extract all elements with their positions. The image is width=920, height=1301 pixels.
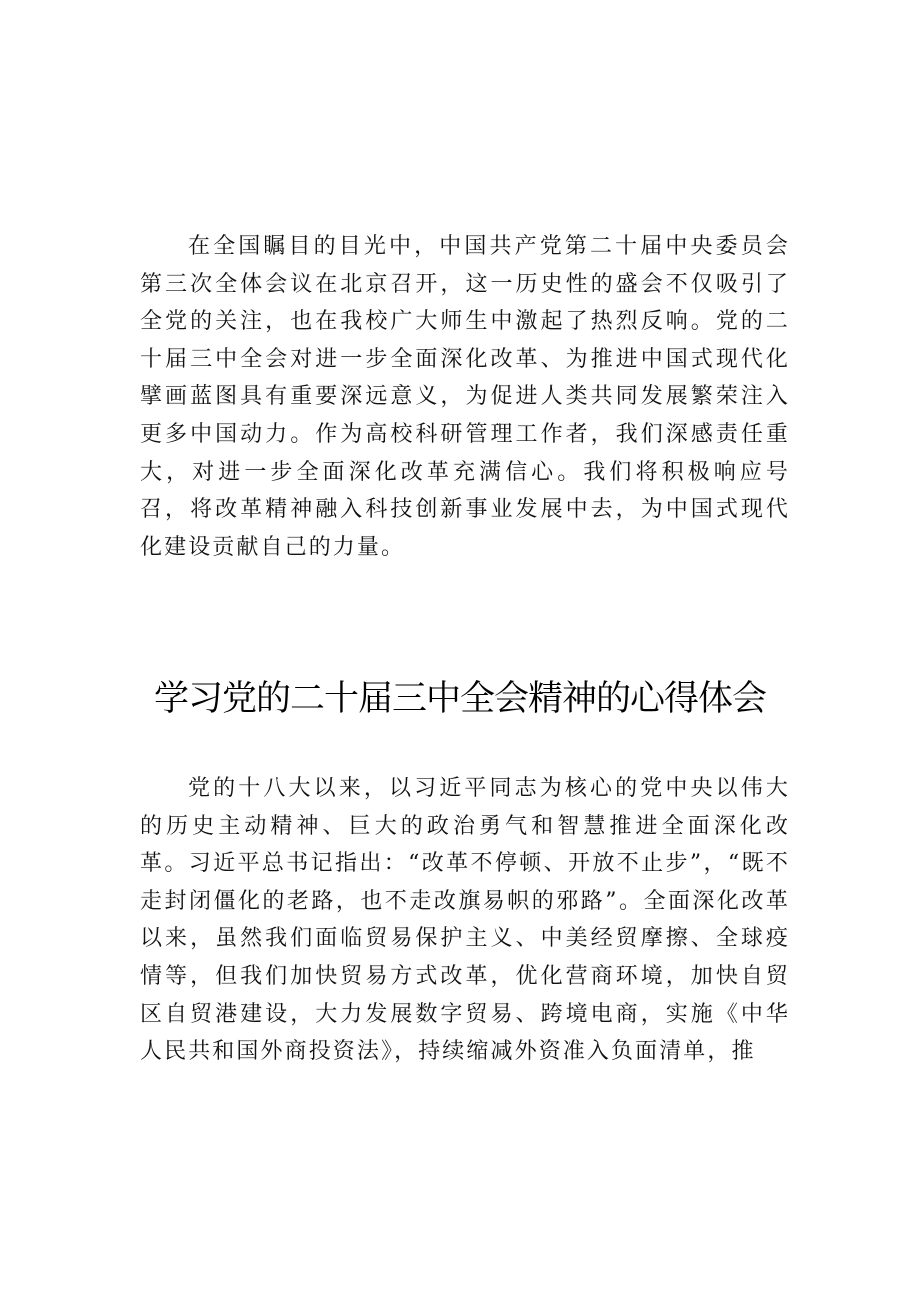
body-paragraph-1: 在全国瞩目的目光中，中国共产党第二十届中央委员会第三次全体会议在北京召开，这一历史性的盛会不仅吸引了全党的关注，也在我校广大师生中激起了热烈反响。党的二十届三中全会对进一步全面深化改革、为推进中国式现代化擘画蓝图具有重要深远意义，为促进人类共同发展繁荣注入更多中国动力。作为高校科研管理工作者，我们深感责任重大，对进一步全面深化改革充满信心。我们将积极响应号召，将改革精神融入科技创新事业发展中去，为中国式现代化建设贡献自己的力量。 [140,234,790,560]
section-title: 学习党的二十届三中全会精神的心得体会 [153,679,766,719]
body-paragraph-2: 党的十八大以来，以习近平同志为核心的党中央以伟大的历史主动精神、巨大的政治勇气和智慧推进全面深化改革。习近平总书记指出：“改革不停顿、开放不止步”，“既不走封闭僵化的老路，也不走改旗易帜的邪路”。全面深化改革以来，虽然我们面临贸易保护主义、中美经贸摩擦、全球疫情等，但我们加快贸易方式改革，优化营商环境，加快自贸区自贸港建设，大力发展数字贸易、跨境电商，实施《中华人民共和国外商投资法》，持续缩减外资准入负面清单，推 [140,776,790,1065]
